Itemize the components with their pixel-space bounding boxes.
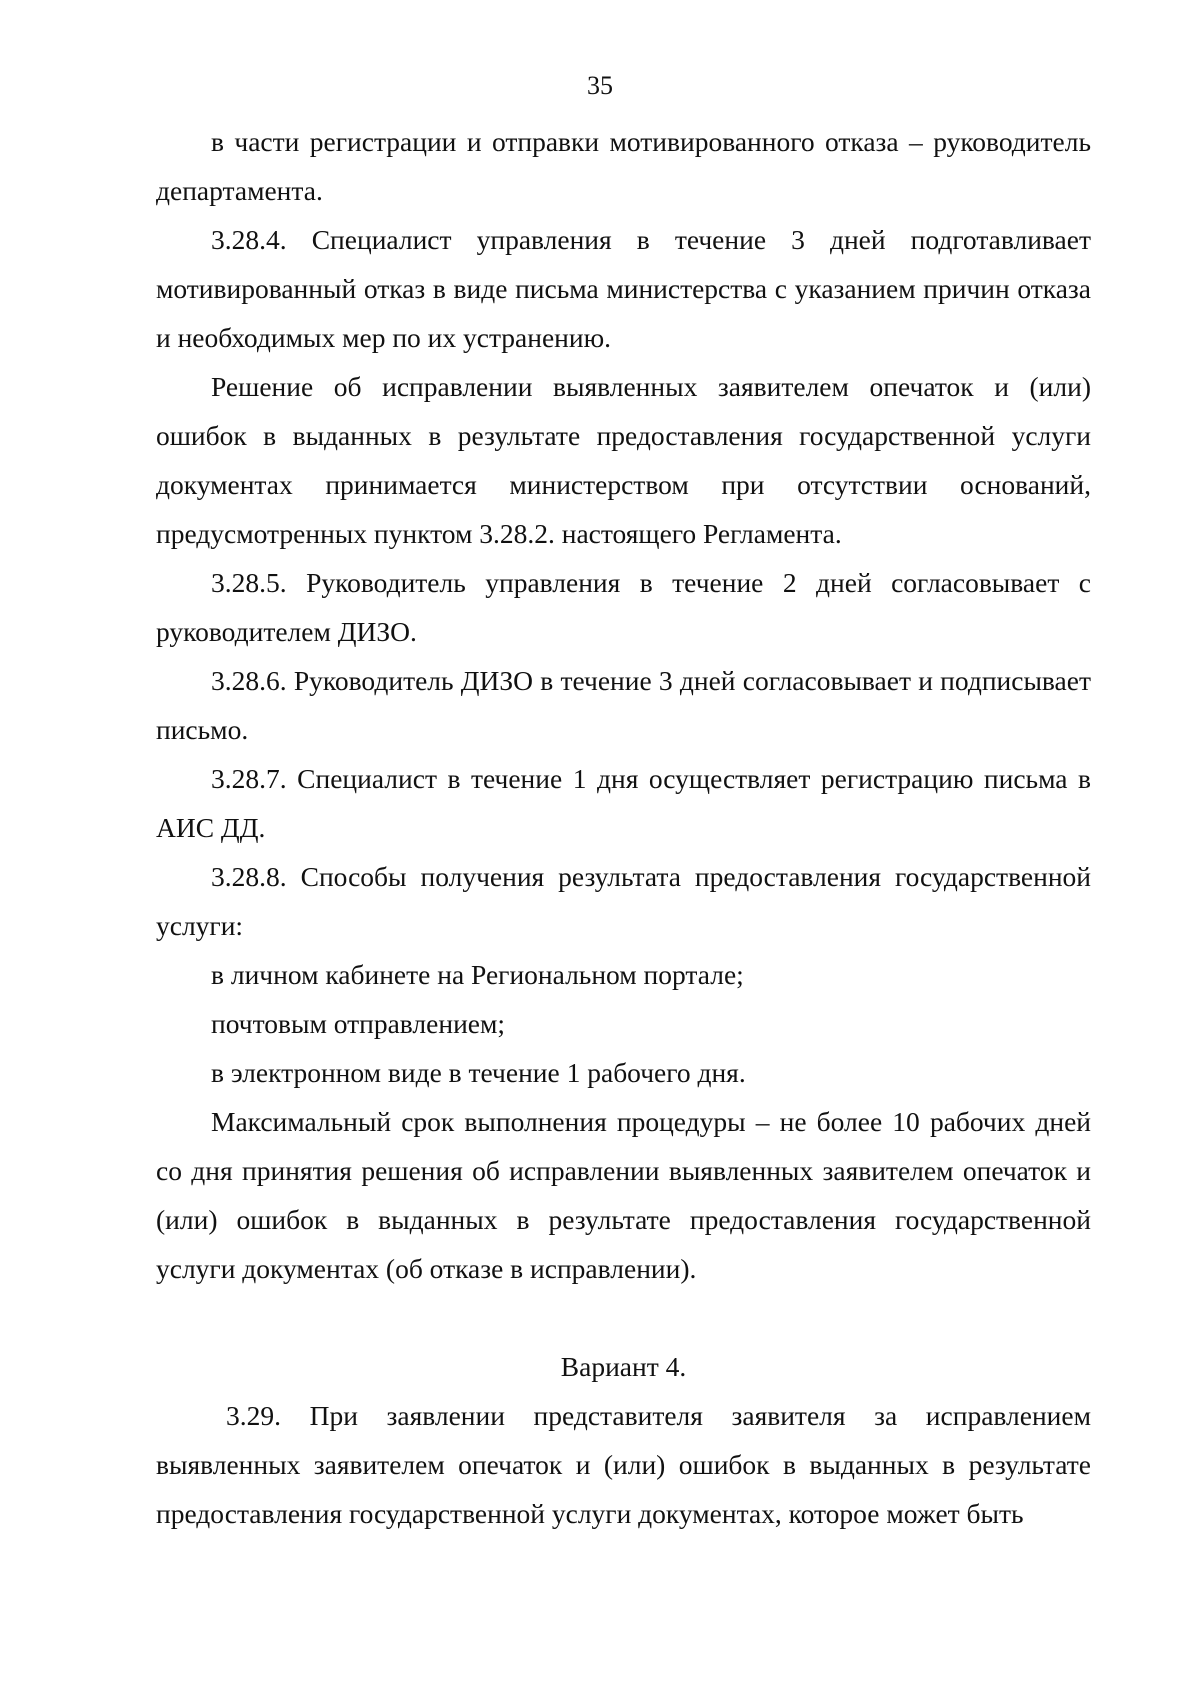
paragraph-refusal-registration: в части регистрации и отправки мотивированного отказа – руководитель департамента.	[156, 126, 1091, 206]
document-body	[156, 117, 1091, 1538]
section-heading: Вариант 4.	[560, 1351, 687, 1382]
paragraph-3-28-7: 3.28.7. Специалист в течение 1 дня осуществляет регистрацию письма в АИС ДД.	[156, 763, 1091, 843]
paragraph-max-term: Максимальный срок выполнения процедуры – не более 10 рабочих дней со дня принятия решения об исправлении выявленных заявителем опечаток и (или) ошибок в выданных в результате предоставления государственной услуги документах (об отказе в исправлении).	[156, 1106, 1091, 1284]
paragraph-3-28-5: 3.28.5. Руководитель управления в течение 2 дней согласовывает с руководителем ДИЗО.	[156, 567, 1091, 647]
paragraph-3-28-4: 3.28.4. Специалист управления в течение 3 дней подготавливает мотивированный отказ в виде письма министерства с указанием причин отказа и необходимых мер по их устранению.	[156, 224, 1091, 353]
paragraph-correction-decision: Решение об исправлении выявленных заявителем опечаток и (или) ошибок в выданных в результате предоставления государственной услуги документах принимается министерством при отсутствии оснований, предусмотренных пунктом 3.28.2. настоящего Регламента.	[156, 371, 1091, 549]
section-spacer	[156, 1293, 1091, 1342]
list-item-electronic: в электронном виде в течение 1 рабочего дня.	[211, 1057, 746, 1088]
list-item-personal-account: в личном кабинете на Региональном портале;	[211, 959, 744, 990]
paragraph-3-28-8: 3.28.8. Способы получения результата предоставления государственной услуги:	[156, 861, 1091, 941]
paragraph-3-29: 3.29. При заявлении представителя заявителя за исправлением выявленных заявителем опечаток и (или) ошибок в выданных в результате предоставления государственной услуги документах, которое может быть	[156, 1400, 1091, 1529]
paragraph-3-28-6: 3.28.6. Руководитель ДИЗО в течение 3 дней согласовывает и подписывает письмо.	[156, 665, 1091, 745]
list-item-postal: почтовым отправлением;	[211, 1008, 506, 1039]
page-number: 35	[587, 71, 613, 100]
